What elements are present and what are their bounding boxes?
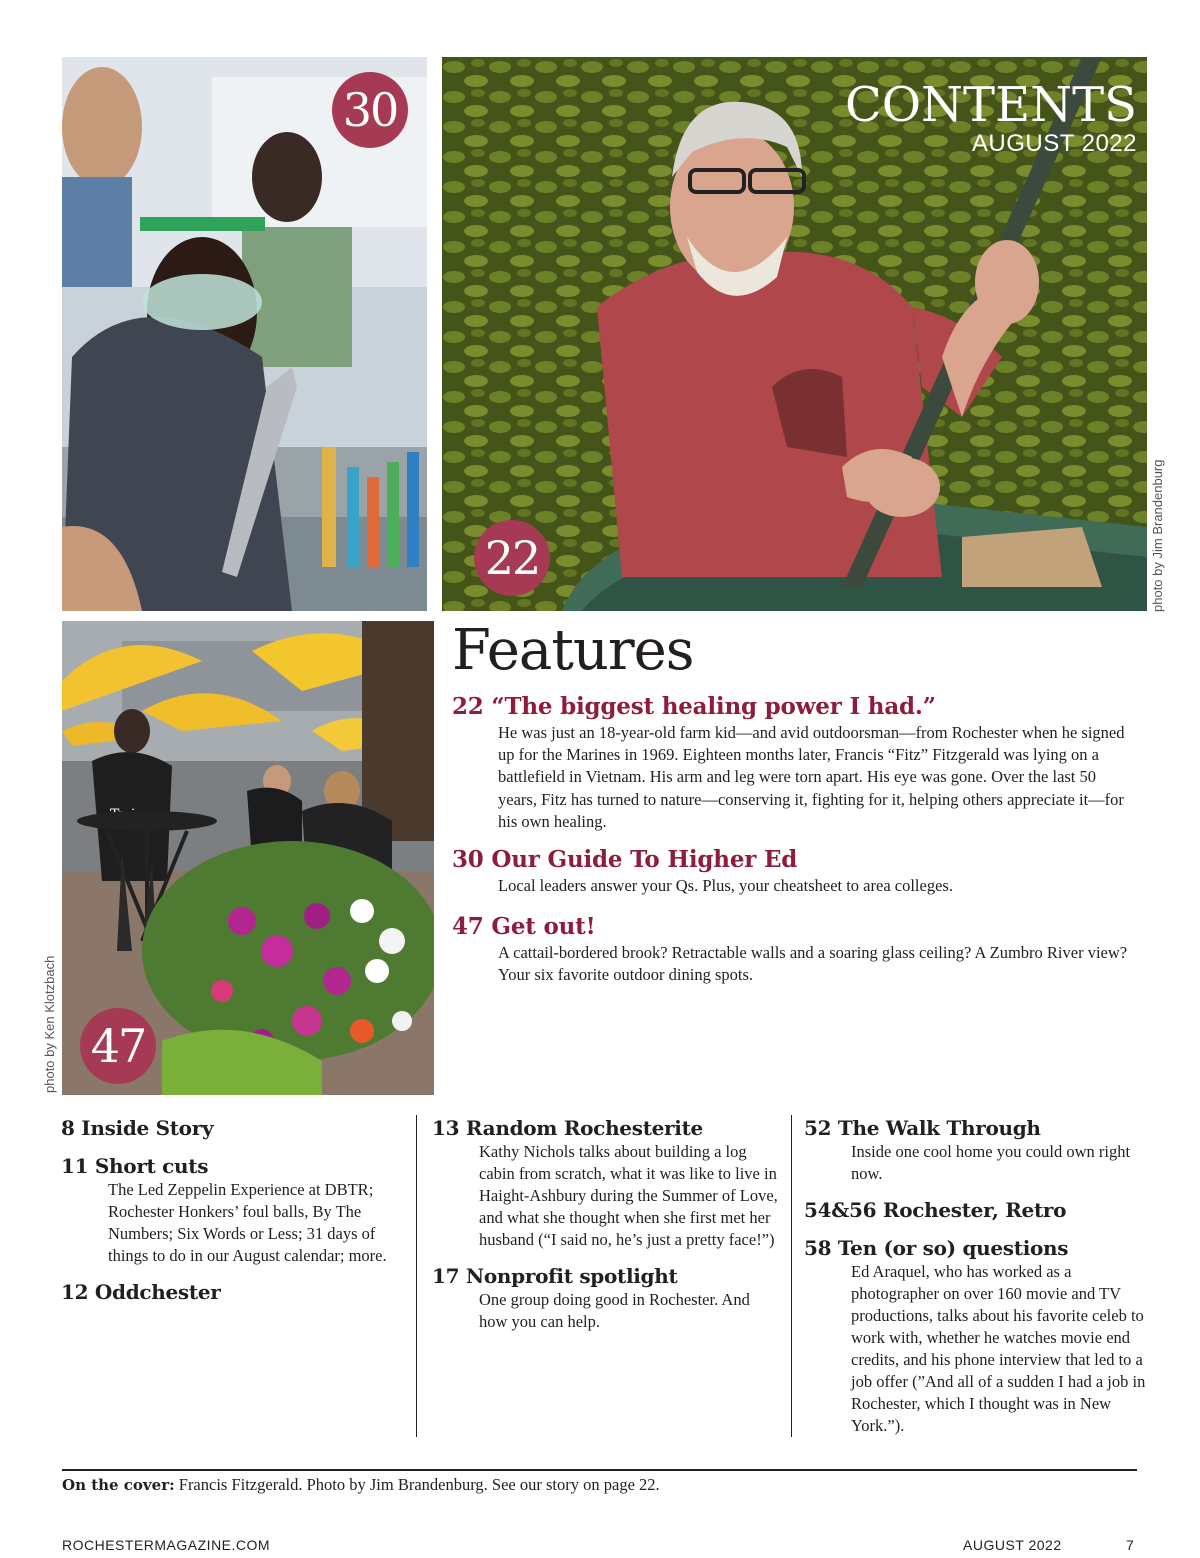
feature-description: Local leaders answer your Qs. Plus, your cheatsheet to area colleges. [498,876,953,895]
contents-title: CONTENTS [844,77,1137,133]
departments-column-2 [432,1115,782,1345]
department-description: One group doing good in Rochester. And how you can help. [479,1290,750,1331]
issue-date: AUGUST 2022 [971,130,1137,157]
department-item[interactable] [61,1115,401,1141]
page-badge-47: 47 [80,1008,156,1084]
department-title[interactable]: 52 The Walk Through [804,1116,1041,1140]
department-item[interactable] [804,1115,1149,1185]
department-description: Ed Araquel, who has worked as a photographer on over 160 movie and TV productions, talks about his favorite celeb to work with, whether he watches movie end credits, and his phone interview that led to a job offer (”And all of a sudden I had a job in Rochester, which I thought was in New York.”). [851,1262,1146,1435]
footer-issue: AUGUST 2022 [963,1537,1062,1553]
department-title[interactable]: 58 Ten (or so) questions [804,1236,1069,1260]
page-number: 7 [1126,1537,1135,1553]
feature-title[interactable]: 30 Our Guide To Higher Ed [452,846,798,873]
page-badge-22: 22 [474,520,550,596]
feature-item[interactable] [452,912,1132,986]
departments-column-1 [61,1115,401,1317]
department-title[interactable]: 11 Short cuts [61,1154,209,1178]
department-title[interactable]: 17 Nonprofit spotlight [432,1264,678,1288]
department-title[interactable]: 13 Random Rochesterite [432,1116,703,1140]
department-item[interactable] [804,1235,1149,1437]
department-item[interactable] [804,1197,1149,1223]
feature-item[interactable] [452,845,1132,897]
department-item[interactable] [432,1263,782,1333]
cover-note [62,1475,660,1495]
cover-label: On the cover: [62,1476,175,1494]
department-title[interactable]: 12 Oddchester [61,1280,221,1304]
department-title[interactable]: 8 Inside Story [61,1116,214,1140]
department-title[interactable]: 54&56 Rochester, Retro [804,1198,1067,1222]
photo-credit-patio: photo by Ken Klotzbach [42,955,57,1093]
feature-title[interactable]: 47 Get out! [452,913,596,940]
photo-credit-kayak: photo by Jim Brandenburg [1150,459,1165,612]
department-item[interactable] [61,1153,401,1267]
column-divider [791,1115,792,1437]
feature-description: A cattail-bordered brook? Retractable walls and a soaring glass ceiling? A Zumbro River view? Your six favorite outdoor dining spots. [498,943,1128,985]
cover-text: Francis Fitzgerald. Photo by Jim Brandenburg. See our story on page 22. [174,1475,660,1494]
feature-description: He was just an 18-year-old farm kid—and avid outdoorsman—from Rochester when he signed up for the Marines in 1969. Eighteen months later, Francis “Fitz” Fitzgerald was lying on a battlefield in Vietnam. His arm and leg were torn apart. His eye was gone. Over the last 50 years, Fitz has turned to nature—conserving it, fighting for it, helping others appreciate it—for his own healing. [498,723,1125,831]
department-item[interactable] [432,1115,782,1251]
feature-item[interactable] [452,692,1132,833]
bottom-divider [62,1469,1137,1471]
department-description: Inside one cool home you could own right now. [851,1142,1131,1183]
footer-website[interactable]: ROCHESTERMAGAZINE.COM [62,1537,271,1553]
department-description: The Led Zeppelin Experience at DBTR; Rochester Honkers’ foul balls, By The Numbers; Six Words or Less; 31 days of things to do in our August calendar; more. [108,1180,387,1265]
page-badge-30: 30 [332,72,408,148]
feature-title[interactable]: 22 “The biggest healing power I had.” [452,693,936,720]
column-divider [416,1115,417,1437]
features-heading: Features [452,618,694,683]
departments-column-3 [804,1115,1149,1449]
department-description: Kathy Nichols talks about building a log cabin from scratch, what it was like to live in Haight-Ashbury during the Summer of Love, and what she thought when she first met her husband (“I said no, he’s just a pretty face!”) [479,1142,778,1249]
department-item[interactable] [61,1279,401,1305]
